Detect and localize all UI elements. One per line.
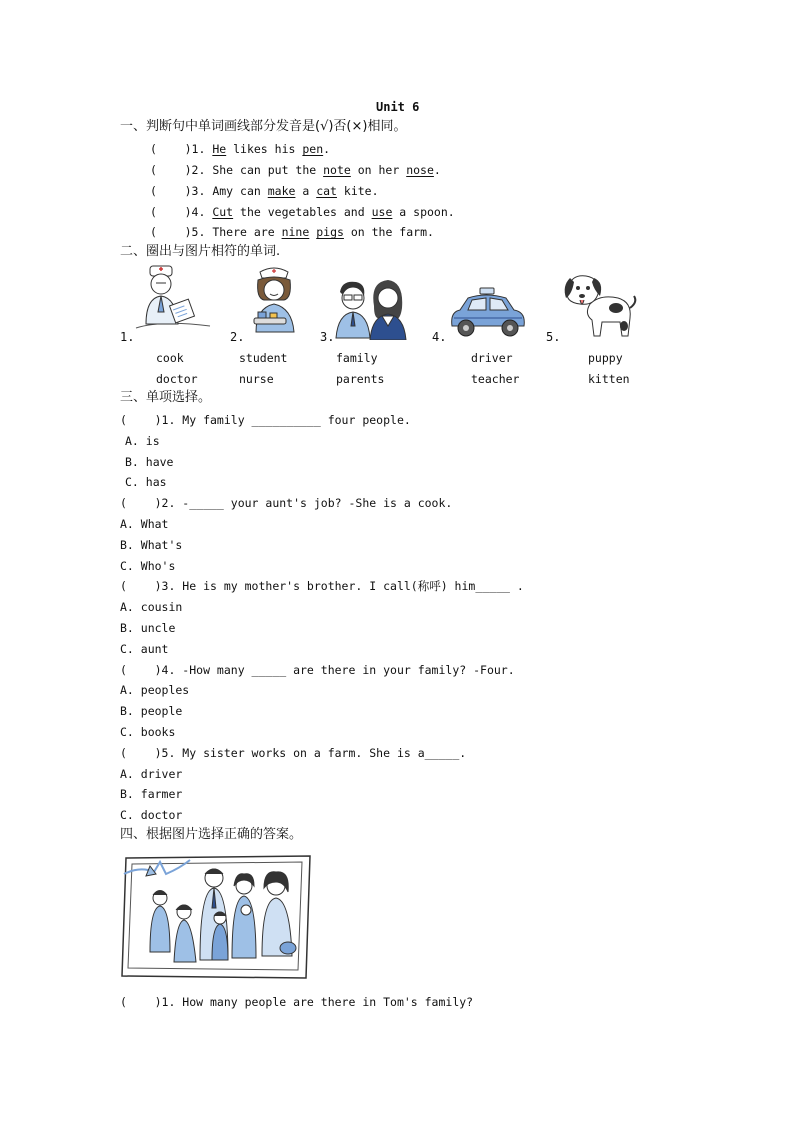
page-title: Unit 6 [376, 100, 420, 114]
word-choice[interactable]: driver [471, 351, 513, 365]
nurse-picture [246, 264, 302, 334]
answer-bracket[interactable]: ( ) [150, 163, 192, 177]
item-number: 5. [191, 225, 213, 239]
answer-option[interactable]: A. What [120, 517, 169, 531]
underlined-word: Cut [212, 205, 234, 219]
answer-bracket[interactable]: ( ) [150, 225, 192, 239]
answer-option[interactable]: B. farmer [120, 787, 183, 802]
word-choice[interactable]: doctor [156, 372, 198, 386]
question-text: ( )1. My family __________ four people. [120, 413, 411, 427]
sentence-text: on her [350, 163, 407, 177]
parents-picture [334, 278, 412, 340]
answer-bracket[interactable]: ( ) [150, 142, 192, 156]
pronunciation-item [150, 142, 330, 156]
answer-option[interactable]: C. aunt [120, 641, 169, 656]
underlined-word: pen [302, 142, 324, 156]
pronunciation-item [150, 225, 434, 239]
sentence-text: a spoon. [392, 205, 455, 219]
answer-option[interactable]: C. has [125, 475, 167, 490]
underlined-word: pigs [316, 225, 344, 239]
word-choice[interactable]: nurse [239, 372, 274, 386]
sentence-text: the vegetables and [233, 205, 372, 219]
underlined-word: nose [406, 163, 434, 177]
sentence-text: . [433, 163, 441, 177]
section3-heading: 三、单项选择。 [120, 390, 212, 405]
section2-heading: 二、圈出与图片相符的单词. [120, 244, 281, 259]
picture-number: 2. [230, 330, 245, 344]
picture-number: 4. [432, 330, 447, 344]
sentence-text: kite. [336, 184, 379, 198]
sentence-text: a [295, 184, 317, 198]
word-choice[interactable]: teacher [471, 372, 520, 386]
family-photo-picture [120, 852, 312, 980]
underlined-word: note [323, 163, 351, 177]
answer-bracket[interactable]: ( ) [150, 205, 192, 219]
underlined-word: cat [316, 184, 337, 198]
sentence-text: likes his [226, 142, 303, 156]
item-number: 2. [191, 163, 213, 177]
underlined-word: He [212, 142, 227, 156]
picture-number: 1. [120, 330, 135, 344]
answer-bracket[interactable]: ( ) [150, 184, 192, 198]
word-choice[interactable]: kitten [588, 372, 630, 386]
answer-option[interactable]: C. doctor [120, 808, 183, 823]
answer-option[interactable]: C. books [120, 725, 176, 739]
pronunciation-item [150, 184, 379, 198]
word-choice[interactable]: student [239, 351, 288, 365]
answer-option[interactable]: A. driver [120, 766, 183, 781]
answer-option[interactable]: A. is [125, 433, 160, 448]
question-text: ( )1. How many people are there in Tom's family? [120, 995, 474, 1009]
underlined-word: nine [281, 225, 310, 239]
sentence-text: . [323, 142, 331, 156]
question-text: ( )3. He is my mother's brother. I call(称呼) him_____ . [120, 579, 524, 594]
question-text: ( )5. My sister works on a farm. She is a_____. [120, 745, 467, 760]
section4-heading: 四、根据图片选择正确的答案。 [120, 827, 303, 842]
puppy-picture [560, 268, 638, 340]
sentence-text: There are [212, 225, 282, 239]
word-choice[interactable]: puppy [588, 351, 623, 365]
underlined-word: make [267, 184, 296, 198]
pronunciation-item [150, 205, 455, 219]
item-number: 3. [191, 184, 213, 198]
answer-option[interactable]: C. Who's [120, 558, 176, 573]
word-choice[interactable]: parents [336, 372, 385, 386]
answer-option[interactable]: A. peoples [120, 683, 190, 698]
picture-number: 3. [320, 330, 335, 344]
answer-option[interactable]: B. have [125, 454, 174, 469]
sentence-text: She can put the [212, 163, 324, 177]
item-number: 1. [191, 142, 213, 156]
pronunciation-item [150, 163, 441, 177]
answer-option[interactable]: B. uncle [120, 621, 176, 635]
sentence-text: on the farm. [343, 225, 434, 239]
doctor-picture [132, 262, 214, 334]
taxi-picture [446, 286, 528, 340]
answer-option[interactable]: B. people [120, 704, 183, 719]
question-text: ( )2. -_____ your aunt's job? -She is a cook. [120, 496, 453, 511]
picture-number: 5. [546, 330, 561, 344]
answer-option[interactable]: A. cousin [120, 600, 183, 615]
question-text: ( )4. -How many _____ are there in your family? -Four. [120, 662, 515, 677]
word-choice[interactable]: family [336, 351, 378, 365]
section1-heading: 一、判断句中单词画线部分发音是(√)否(×)相同。 [120, 119, 407, 134]
answer-option[interactable]: B. What's [120, 537, 183, 552]
word-choice[interactable]: cook [156, 351, 184, 365]
item-number: 4. [191, 205, 213, 219]
underlined-word: use [371, 205, 393, 219]
sentence-text: Amy can [212, 184, 268, 198]
